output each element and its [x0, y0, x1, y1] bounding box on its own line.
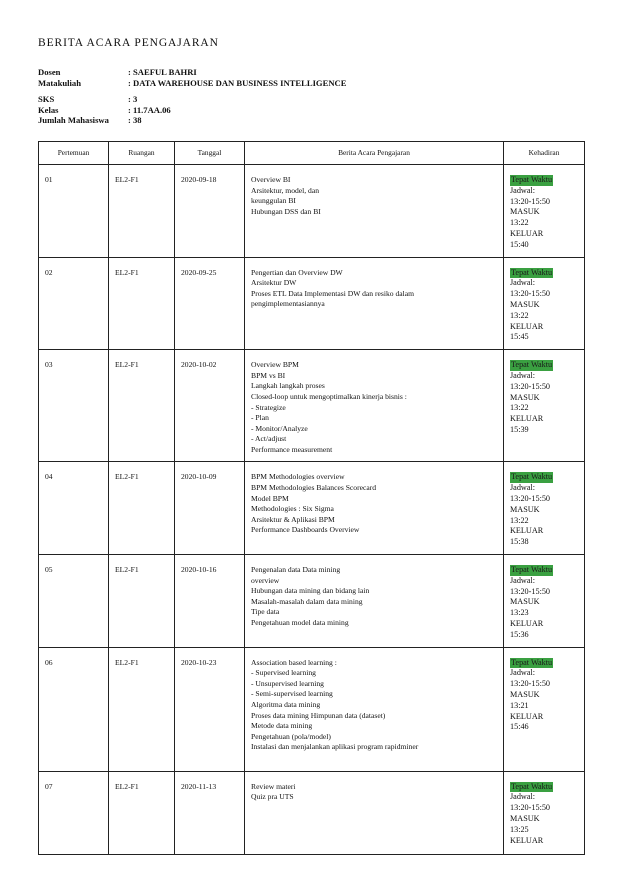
- attendance-status: [510, 175, 580, 186]
- attendance-line: 13:20-15:50: [510, 679, 551, 689]
- berita-line: Hubungan data mining dan bidang lain: [251, 586, 370, 596]
- cell-ruangan: EL2-F1: [109, 257, 175, 350]
- attendance-status: [510, 472, 580, 483]
- meta-jumlah-mahasiswa: [38, 115, 584, 126]
- attendance-line: Jadwal:: [510, 370, 536, 380]
- berita-line: Arsitektur DW: [251, 278, 297, 288]
- cell-pertemuan: 01: [39, 164, 109, 257]
- attendance-line: 13:20-15:50: [510, 803, 551, 813]
- attendance-status-badge: Tepat Waktu: [511, 472, 553, 482]
- cell-kehadiran: [504, 257, 585, 350]
- attendance-line: KELUAR: [510, 835, 544, 845]
- attendance-line: 13:25: [510, 824, 529, 834]
- berita-line: - Act/adjust: [251, 434, 287, 444]
- table-row: [39, 164, 585, 257]
- berita-line: Methodologies : Six Sigma: [251, 504, 334, 514]
- berita-line: - Supervised learning: [251, 668, 316, 678]
- table-row: [39, 771, 585, 854]
- attendance-status-badge: Tepat Waktu: [511, 267, 553, 277]
- attendance-status: [510, 268, 580, 279]
- cell-tanggal: 2020-10-16: [175, 555, 245, 648]
- berita-line: Review materi: [251, 781, 296, 791]
- attendance-line: 15:45: [510, 332, 529, 342]
- cell-kehadiran: [504, 771, 585, 854]
- attendance-line: MASUK: [510, 814, 540, 824]
- cell-ruangan: EL2-F1: [109, 771, 175, 854]
- cell-pertemuan: 04: [39, 462, 109, 555]
- berita-line: Overview BPM: [251, 360, 299, 370]
- cell-berita-acara: [245, 771, 504, 854]
- attendance-line: 13:20-15:50: [510, 586, 551, 596]
- cell-ruangan: EL2-F1: [109, 555, 175, 648]
- header-tanggal: Tanggal: [175, 141, 245, 164]
- attendance-line: Jadwal:: [510, 575, 536, 585]
- cell-ruangan: EL2-F1: [109, 647, 175, 771]
- cell-tanggal: 2020-10-09: [175, 462, 245, 555]
- attendance-line: Jadwal:: [510, 668, 536, 678]
- attendance-line: MASUK: [510, 207, 540, 217]
- header-pertemuan: Pertemuan: [39, 141, 109, 164]
- attendance-line: 13:20-15:50: [510, 196, 551, 206]
- cell-berita-acara: [245, 350, 504, 462]
- attendance-line: 15:46: [510, 722, 529, 732]
- attendance-status-badge: Tepat Waktu: [511, 565, 553, 575]
- berita-line: Pengenalan data Data mining: [251, 565, 341, 575]
- attendance-line: KELUAR: [510, 228, 544, 238]
- attendance-line: 13:22: [510, 403, 529, 413]
- berita-line: Proses data mining Himpunan data (dataset): [251, 710, 386, 720]
- berita-line: Algoritma data mining: [251, 700, 321, 709]
- cell-pertemuan: 02: [39, 257, 109, 350]
- attendance-status-badge: Tepat Waktu: [511, 360, 553, 370]
- berita-line: Masalah-masalah dalam data mining: [251, 596, 363, 606]
- attendance-line: 13:20-15:50: [510, 381, 551, 391]
- attendance-status-badge: Tepat Waktu: [511, 174, 553, 184]
- berita-line: Closed-loop untuk mengoptimalkan kinerja bisnis :: [251, 391, 407, 401]
- attendance-line: 15:38: [510, 537, 529, 547]
- cell-kehadiran: [504, 462, 585, 555]
- attendance-line: 13:23: [510, 608, 529, 618]
- cell-ruangan: EL2-F1: [109, 350, 175, 462]
- attendance-line: Jadwal:: [510, 792, 536, 802]
- berita-line: Pengertian dan Overview DW: [251, 267, 343, 277]
- cell-berita-acara: [245, 462, 504, 555]
- table-row: [39, 555, 585, 648]
- cell-berita-acara: [245, 257, 504, 350]
- berita-line: Performance measurement: [251, 444, 333, 454]
- course-info: [38, 67, 584, 126]
- cell-tanggal: 2020-09-18: [175, 164, 245, 257]
- table-row: [39, 647, 585, 771]
- meta-sks: [38, 94, 584, 105]
- meta-label: Kelas: [38, 104, 59, 115]
- berita-line: Hubungan DSS dan BI: [251, 206, 321, 216]
- attendance-line: KELUAR: [510, 414, 544, 424]
- meta-value: : SAEFUL BAHRI: [128, 67, 197, 77]
- berita-line: Arsitektur, model, dan: [251, 185, 320, 195]
- attendance-status-badge: Tepat Waktu: [511, 781, 553, 791]
- berita-line: - Monitor/Analyze: [251, 423, 308, 433]
- attendance-line: MASUK: [510, 392, 540, 402]
- attendance-line: Jadwal:: [510, 278, 536, 288]
- table-row: [39, 462, 585, 555]
- meta-label: Dosen: [38, 67, 61, 77]
- table-row: [39, 257, 585, 350]
- document-page: [38, 36, 584, 855]
- berita-line: Metode data mining: [251, 721, 313, 731]
- cell-kehadiran: [504, 350, 585, 462]
- meta-value: : DATA WAREHOUSE DAN BUSINESS INTELLIGENCE: [128, 77, 347, 88]
- table-header-row: [39, 141, 585, 164]
- meta-value: : 3: [128, 94, 138, 105]
- berita-line: Quiz pra UTS: [251, 792, 294, 802]
- cell-ruangan: EL2-F1: [109, 462, 175, 555]
- berita-line: overview: [251, 575, 280, 585]
- attendance-line: KELUAR: [510, 321, 544, 331]
- cell-tanggal: 2020-10-23: [175, 647, 245, 771]
- cell-berita-acara: [245, 647, 504, 771]
- attendance-status: [510, 360, 580, 371]
- berita-line: Pengetahuan model data mining: [251, 618, 349, 628]
- attendance-line: MASUK: [510, 299, 540, 309]
- berita-line: Performance Dashboards Overview: [251, 525, 360, 535]
- attendance-line: 13:20-15:50: [510, 494, 551, 504]
- attendance-line: 13:22: [510, 218, 529, 228]
- berita-line: - Semi-supervised learning: [251, 689, 333, 699]
- cell-ruangan: EL2-F1: [109, 164, 175, 257]
- berita-line: - Strategize: [251, 402, 286, 412]
- attendance-line: 15:36: [510, 629, 529, 639]
- meta-value: : 38: [128, 115, 142, 126]
- berita-line: Instalasi dan menjalankan aplikasi program rapidminer: [251, 742, 419, 752]
- meta-label: Jumlah Mahasiswa: [38, 115, 109, 126]
- berita-line: - Plan: [251, 413, 269, 423]
- cell-pertemuan: 06: [39, 647, 109, 771]
- attendance-status: [510, 658, 580, 669]
- cell-pertemuan: 05: [39, 555, 109, 648]
- header-berita-acara: Berita Acara Pengajaran: [245, 141, 504, 164]
- attendance-line: 13:22: [510, 310, 529, 320]
- document-title: BERITA ACARA PENGAJARAN: [38, 37, 219, 49]
- cell-tanggal: 2020-10-02: [175, 350, 245, 462]
- attendance-line: 15:40: [510, 239, 529, 249]
- attendance-line: 13:20-15:50: [510, 289, 551, 299]
- attendance-line: 15:39: [510, 424, 529, 434]
- cell-kehadiran: [504, 164, 585, 257]
- attendance-line: KELUAR: [510, 711, 544, 721]
- cell-kehadiran: [504, 555, 585, 648]
- attendance-line: KELUAR: [510, 526, 544, 536]
- header-ruangan: Ruangan: [109, 141, 175, 164]
- attendance-line: MASUK: [510, 690, 540, 700]
- berita-line: Arsitektur & Aplikasi BPM: [251, 514, 335, 524]
- cell-pertemuan: 07: [39, 771, 109, 854]
- berita-line: Pengetahuan (pola/model): [251, 731, 331, 741]
- attendance-line: Jadwal:: [510, 185, 536, 195]
- meta-label: Matakuliah: [38, 77, 81, 88]
- berita-line: BPM Methodologies overview: [251, 472, 345, 482]
- attendance-line: MASUK: [510, 504, 540, 514]
- attendance-line: MASUK: [510, 597, 540, 607]
- meta-kelas: [38, 105, 584, 116]
- cell-tanggal: 2020-09-25: [175, 257, 245, 350]
- attendance-status: [510, 565, 580, 576]
- berita-line: keunggulan BI: [251, 196, 296, 206]
- berita-line: pengimplementasiannya: [251, 299, 325, 309]
- berita-line: Proses ETL Data Implementasi DW dan resiko dalam: [251, 288, 415, 298]
- berita-line: Langkah langkah proses: [251, 381, 325, 391]
- teaching-record-table: [38, 141, 585, 855]
- attendance-status: [510, 782, 580, 793]
- attendance-line: 13:21: [510, 700, 529, 710]
- berita-line: Model BPM: [251, 493, 289, 503]
- attendance-line: Jadwal:: [510, 483, 536, 493]
- cell-pertemuan: 03: [39, 350, 109, 462]
- attendance-line: KELUAR: [510, 619, 544, 629]
- berita-line: Tipe data: [251, 607, 280, 617]
- attendance-line: 13:22: [510, 515, 529, 525]
- meta-value: : 11.7AA.06: [128, 104, 171, 115]
- meta-label: SKS: [38, 94, 55, 105]
- meta-dosen: [38, 67, 584, 78]
- berita-line: BPM Methodologies Balances Scorecard: [251, 483, 377, 493]
- cell-berita-acara: [245, 555, 504, 648]
- meta-matakuliah: [38, 78, 584, 89]
- berita-line: - Unsupervised learning: [251, 678, 324, 688]
- berita-line: Association based learning :: [251, 657, 337, 667]
- cell-kehadiran: [504, 647, 585, 771]
- attendance-status-badge: Tepat Waktu: [511, 657, 553, 667]
- berita-line: Overview BI: [251, 174, 291, 184]
- cell-berita-acara: [245, 164, 504, 257]
- berita-line: BPM vs BI: [251, 370, 286, 380]
- table-row: [39, 350, 585, 462]
- header-kehadiran: Kehadiran: [504, 141, 585, 164]
- cell-tanggal: 2020-11-13: [175, 771, 245, 854]
